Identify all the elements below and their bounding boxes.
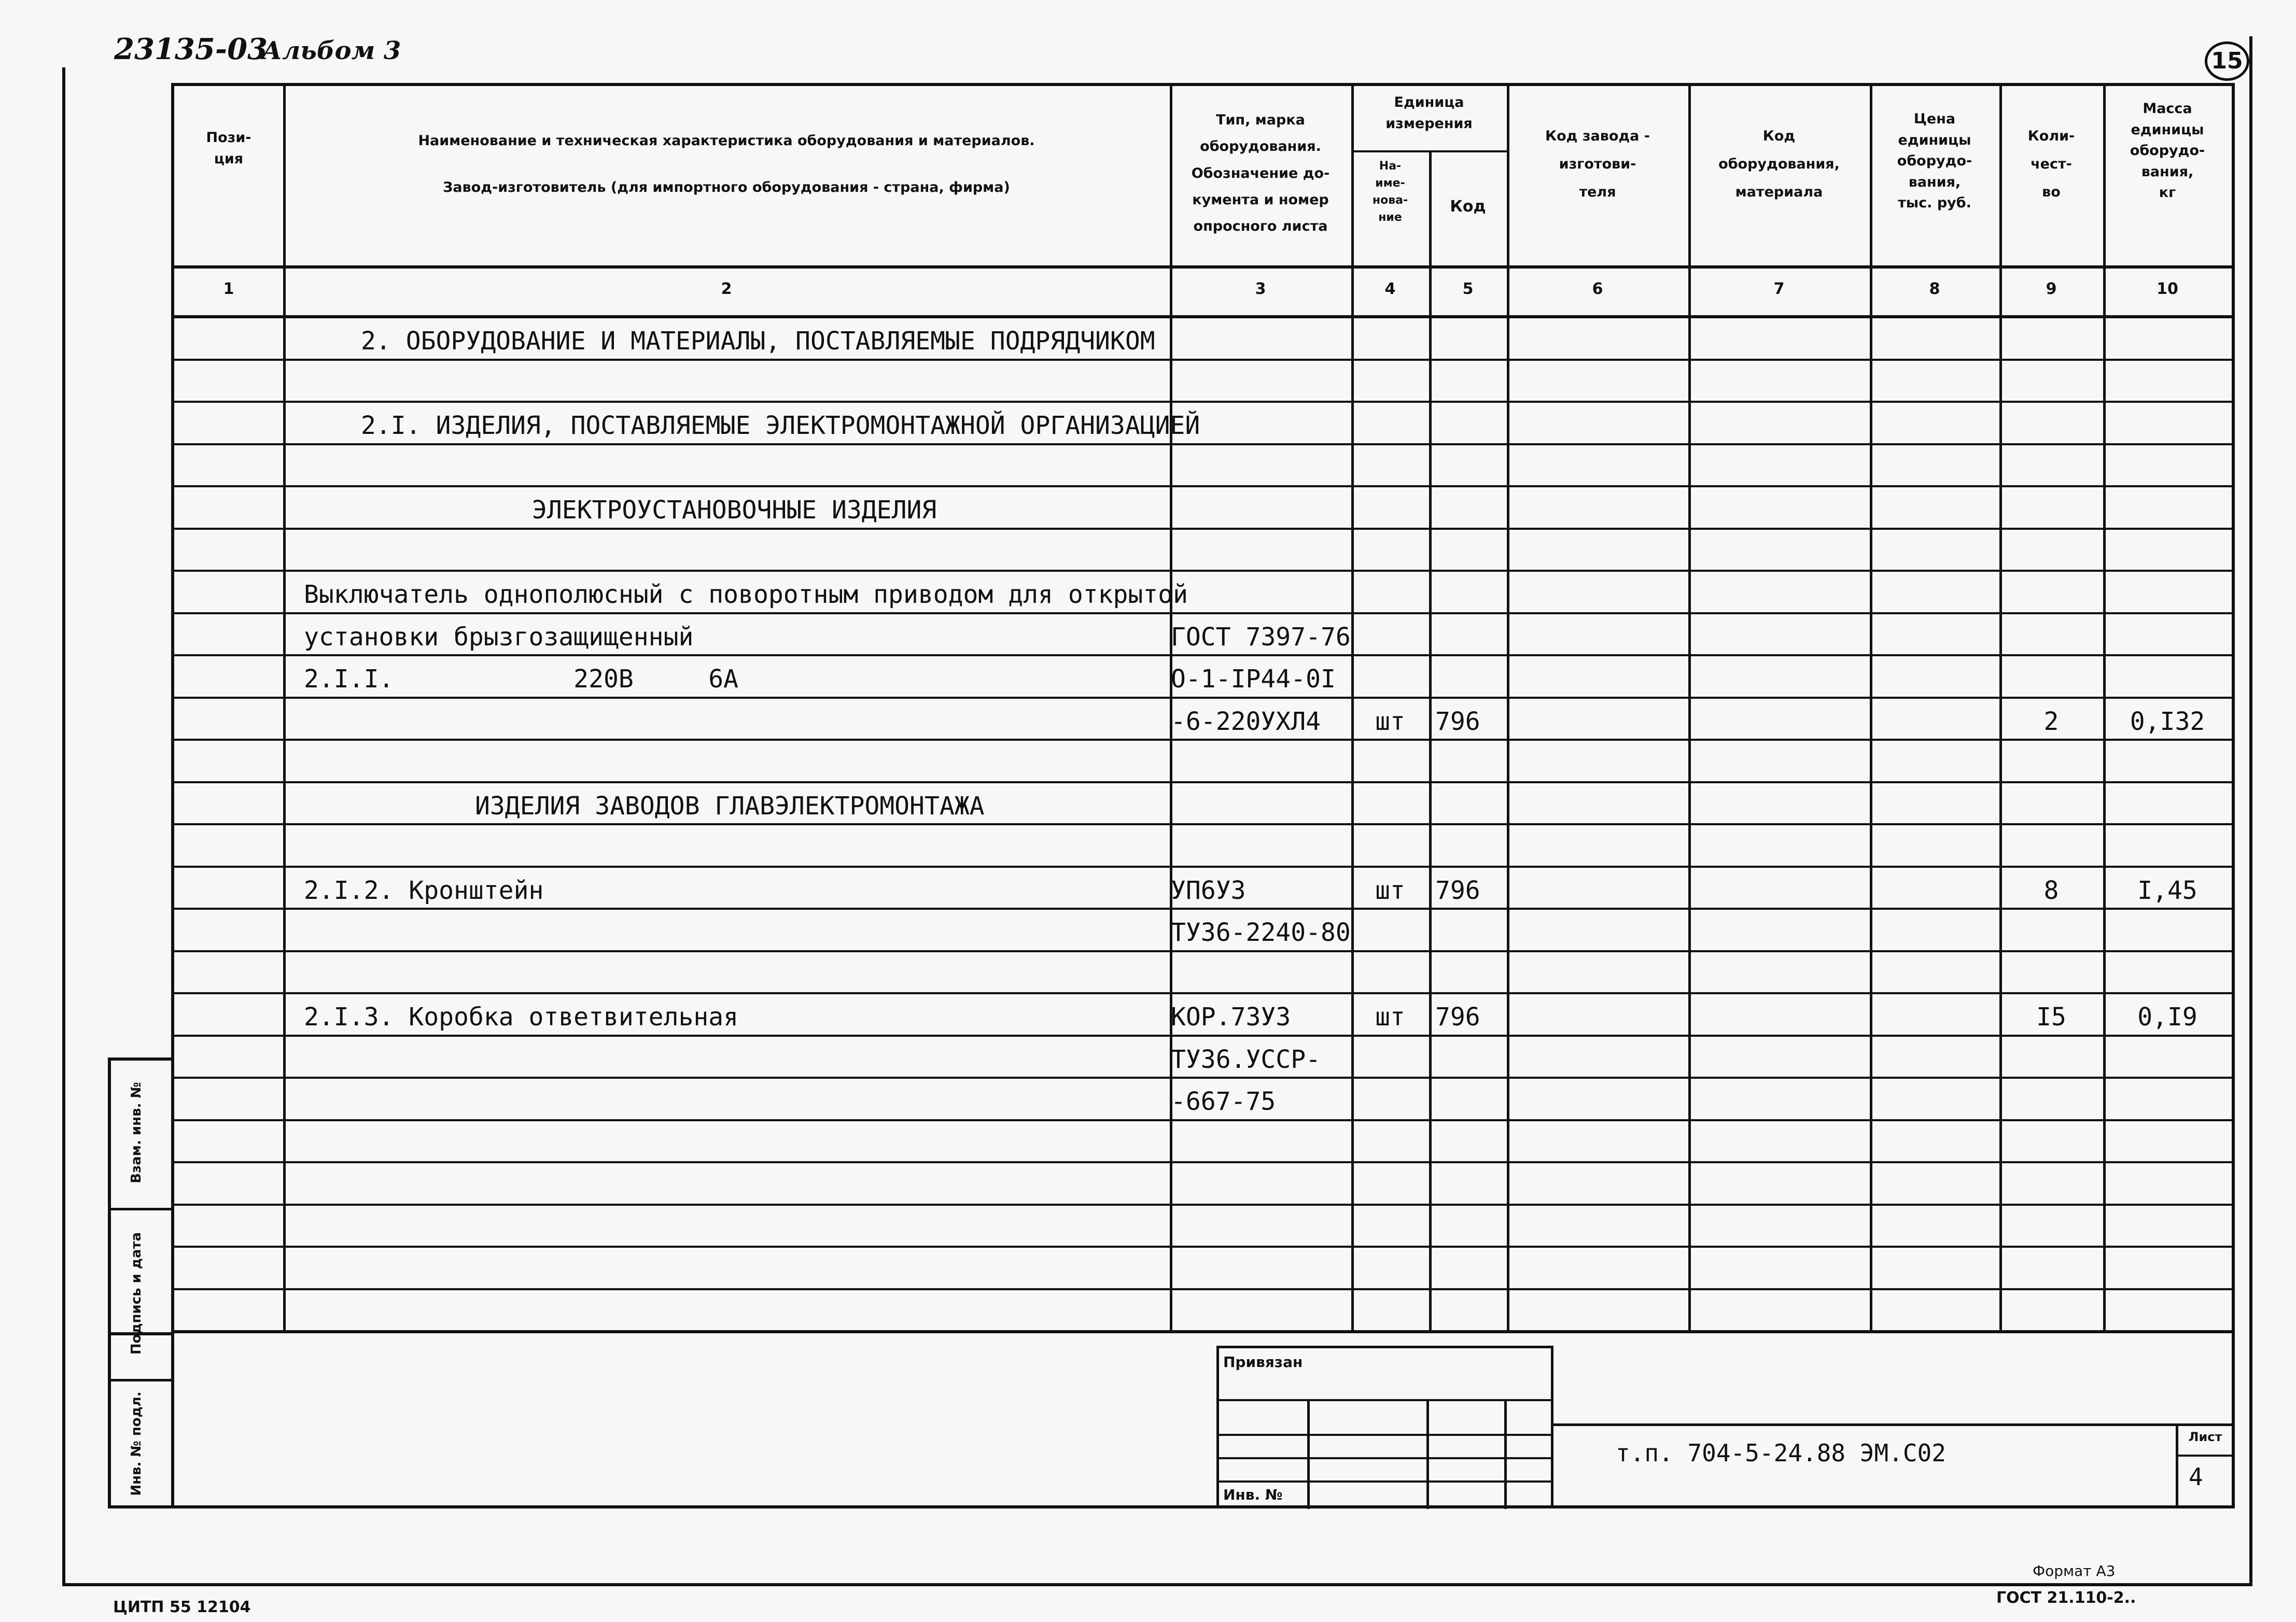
table-row: [174, 1036, 2232, 1078]
sheet-number: 4: [2189, 1463, 2203, 1491]
inv-no-label: Инв. №: [1223, 1486, 1283, 1503]
cell-name: 2.I.3. Коробка ответвительная: [304, 1003, 739, 1032]
stamp-privyazan: [1216, 1346, 1553, 1506]
side-label-inv-podl: Инв. № подл.: [129, 1391, 144, 1496]
cell-type: ТУ36-2240-80: [1171, 918, 1351, 947]
table-row: [174, 1078, 2232, 1120]
cell-name: ИЗДЕЛИЯ ЗАВОДОВ ГЛАВЭЛЕКТРОМОНТАЖА: [475, 791, 985, 821]
cell-type: ТУ36.УССР-: [1171, 1045, 1321, 1074]
cell-unit: шт: [1375, 1003, 1405, 1032]
table-row: [174, 529, 2232, 571]
table-row: [174, 402, 2232, 444]
header-col-equipment-code: Код оборудования, материала: [1718, 128, 1840, 200]
cell-mass: I,45: [2137, 876, 2197, 905]
table-row: [174, 909, 2232, 951]
table-row: [174, 444, 2232, 487]
header-col-mass: Масса единицы оборудо- вания, кг: [2130, 101, 2205, 201]
table-row: [174, 360, 2232, 402]
table-header: [174, 86, 2232, 288]
column-number: 4: [1384, 280, 1396, 298]
gost-label: ГОСТ 21.110-2..: [1996, 1589, 2136, 1607]
table-row: [174, 867, 2232, 909]
header-col-position: Пози- ция: [206, 130, 251, 167]
table-row: [174, 655, 2232, 698]
cell-quantity: 2: [2043, 707, 2059, 736]
privyazan-label: Привязан: [1223, 1353, 1303, 1371]
album-label: Альбом 3: [262, 36, 401, 65]
column-number: 2: [721, 280, 732, 298]
table-row: [174, 993, 2232, 1036]
column-number-row: [174, 280, 2232, 306]
cell-name: 2.I.2. Кронштейн: [304, 876, 544, 905]
cell-type: -667-75: [1171, 1087, 1276, 1116]
cell-unit-code: 796: [1435, 707, 1480, 736]
cell-name: ЭЛЕКТРОУСТАНОВОЧНЫЕ ИЗДЕЛИЯ: [532, 496, 937, 525]
footer-printer-code: ЦИТП 55 12104: [113, 1598, 251, 1616]
cell-unit: шт: [1375, 876, 1405, 905]
column-number: 7: [1773, 280, 1785, 298]
cell-type: КОР.73У3: [1171, 1003, 1291, 1032]
header-col-price: Цена единицы оборудо- вания, тыс. руб.: [1897, 111, 1972, 211]
cell-mass: 0,I9: [2137, 1003, 2197, 1032]
page-mark: 15: [2205, 41, 2249, 81]
table-row: [174, 1289, 2232, 1332]
cell-quantity: I5: [2036, 1003, 2066, 1032]
header-col-unit-code: Код: [1450, 198, 1486, 216]
table-row: [174, 740, 2232, 782]
table-row: [174, 782, 2232, 825]
column-number: 3: [1255, 280, 1266, 298]
column-number: 8: [1929, 280, 1940, 298]
column-number: 6: [1592, 280, 1603, 298]
table-row: [174, 571, 2232, 613]
header-col-unit-name: На- име- нова- ние: [1372, 160, 1408, 224]
sheet-label: Лист: [2188, 1430, 2222, 1444]
cell-type: УП6У3: [1171, 876, 1246, 905]
cell-unit-code: 796: [1435, 1003, 1480, 1032]
header-col-factory-code: Код завода - изготови- теля: [1545, 128, 1650, 200]
column-number: 10: [2157, 280, 2178, 298]
table-body: [174, 317, 2232, 1332]
cell-type: О-1-IР44-0I: [1171, 665, 1336, 694]
column-number: 9: [2046, 280, 2057, 298]
side-label-podpis: Подпись и дата: [129, 1232, 144, 1355]
table-row: [174, 824, 2232, 867]
document-code: 23135-03: [114, 32, 268, 66]
table-row: [174, 1205, 2232, 1247]
cell-name: 2.I. ИЗДЕЛИЯ, ПОСТАВЛЯЕМЫЕ ЭЛЕКТРОМОНТАЖНОЙ ОРГАНИЗАЦИЕЙ: [361, 411, 1200, 440]
document-designation: т.п. 704-5-24.88 ЭМ.С02: [1616, 1439, 1946, 1467]
cell-type: -6-220УХЛ4: [1171, 707, 1321, 736]
header-unit-group: Единица измерения: [1385, 94, 1473, 132]
cell-name: установки брызгозащищенный: [304, 622, 694, 652]
cell-type: ГОСТ 7397-76: [1171, 622, 1351, 652]
cell-name: 2. ОБОРУДОВАНИЕ И МАТЕРИАЛЫ, ПОСТАВЛЯЕМЫЕ ПОДРЯДЧИКОМ: [361, 327, 1155, 356]
cell-unit: шт: [1375, 707, 1405, 736]
sheet-number-box: [2176, 1423, 2232, 1506]
header-col-name-line2: Завод-изготовитель (для импортного оборудования - страна, фирма): [443, 179, 1010, 195]
table-row: [174, 698, 2232, 740]
table-row: [174, 317, 2232, 360]
format-label: Формат А3: [2033, 1562, 2116, 1579]
header-col-quantity: Коли- чест- во: [2027, 128, 2075, 200]
table-row: [174, 1162, 2232, 1205]
cell-unit-code: 796: [1435, 876, 1480, 905]
table-row: [174, 613, 2232, 656]
cell-mass: 0,I32: [2130, 707, 2205, 736]
table-row: [174, 486, 2232, 529]
table-row: [174, 951, 2232, 994]
table-row: [174, 1247, 2232, 1289]
header-col-type: Тип, марка оборудования. Обозначение до- кумента и номер опросного листа: [1191, 112, 1330, 235]
side-label-vzam: Взам. инв. №: [129, 1082, 144, 1183]
column-number: 5: [1462, 280, 1474, 298]
cell-name: 2.I.I. 220В 6А: [304, 665, 739, 694]
cell-name: Выключатель однополюсный с поворотным приводом для открытой: [304, 580, 1188, 609]
header-col-name-line1: Наименование и техническая характеристика оборудования и материалов.: [418, 133, 1035, 149]
table-row: [174, 1120, 2232, 1163]
cell-quantity: 8: [2043, 876, 2059, 905]
column-number: 1: [223, 280, 234, 298]
